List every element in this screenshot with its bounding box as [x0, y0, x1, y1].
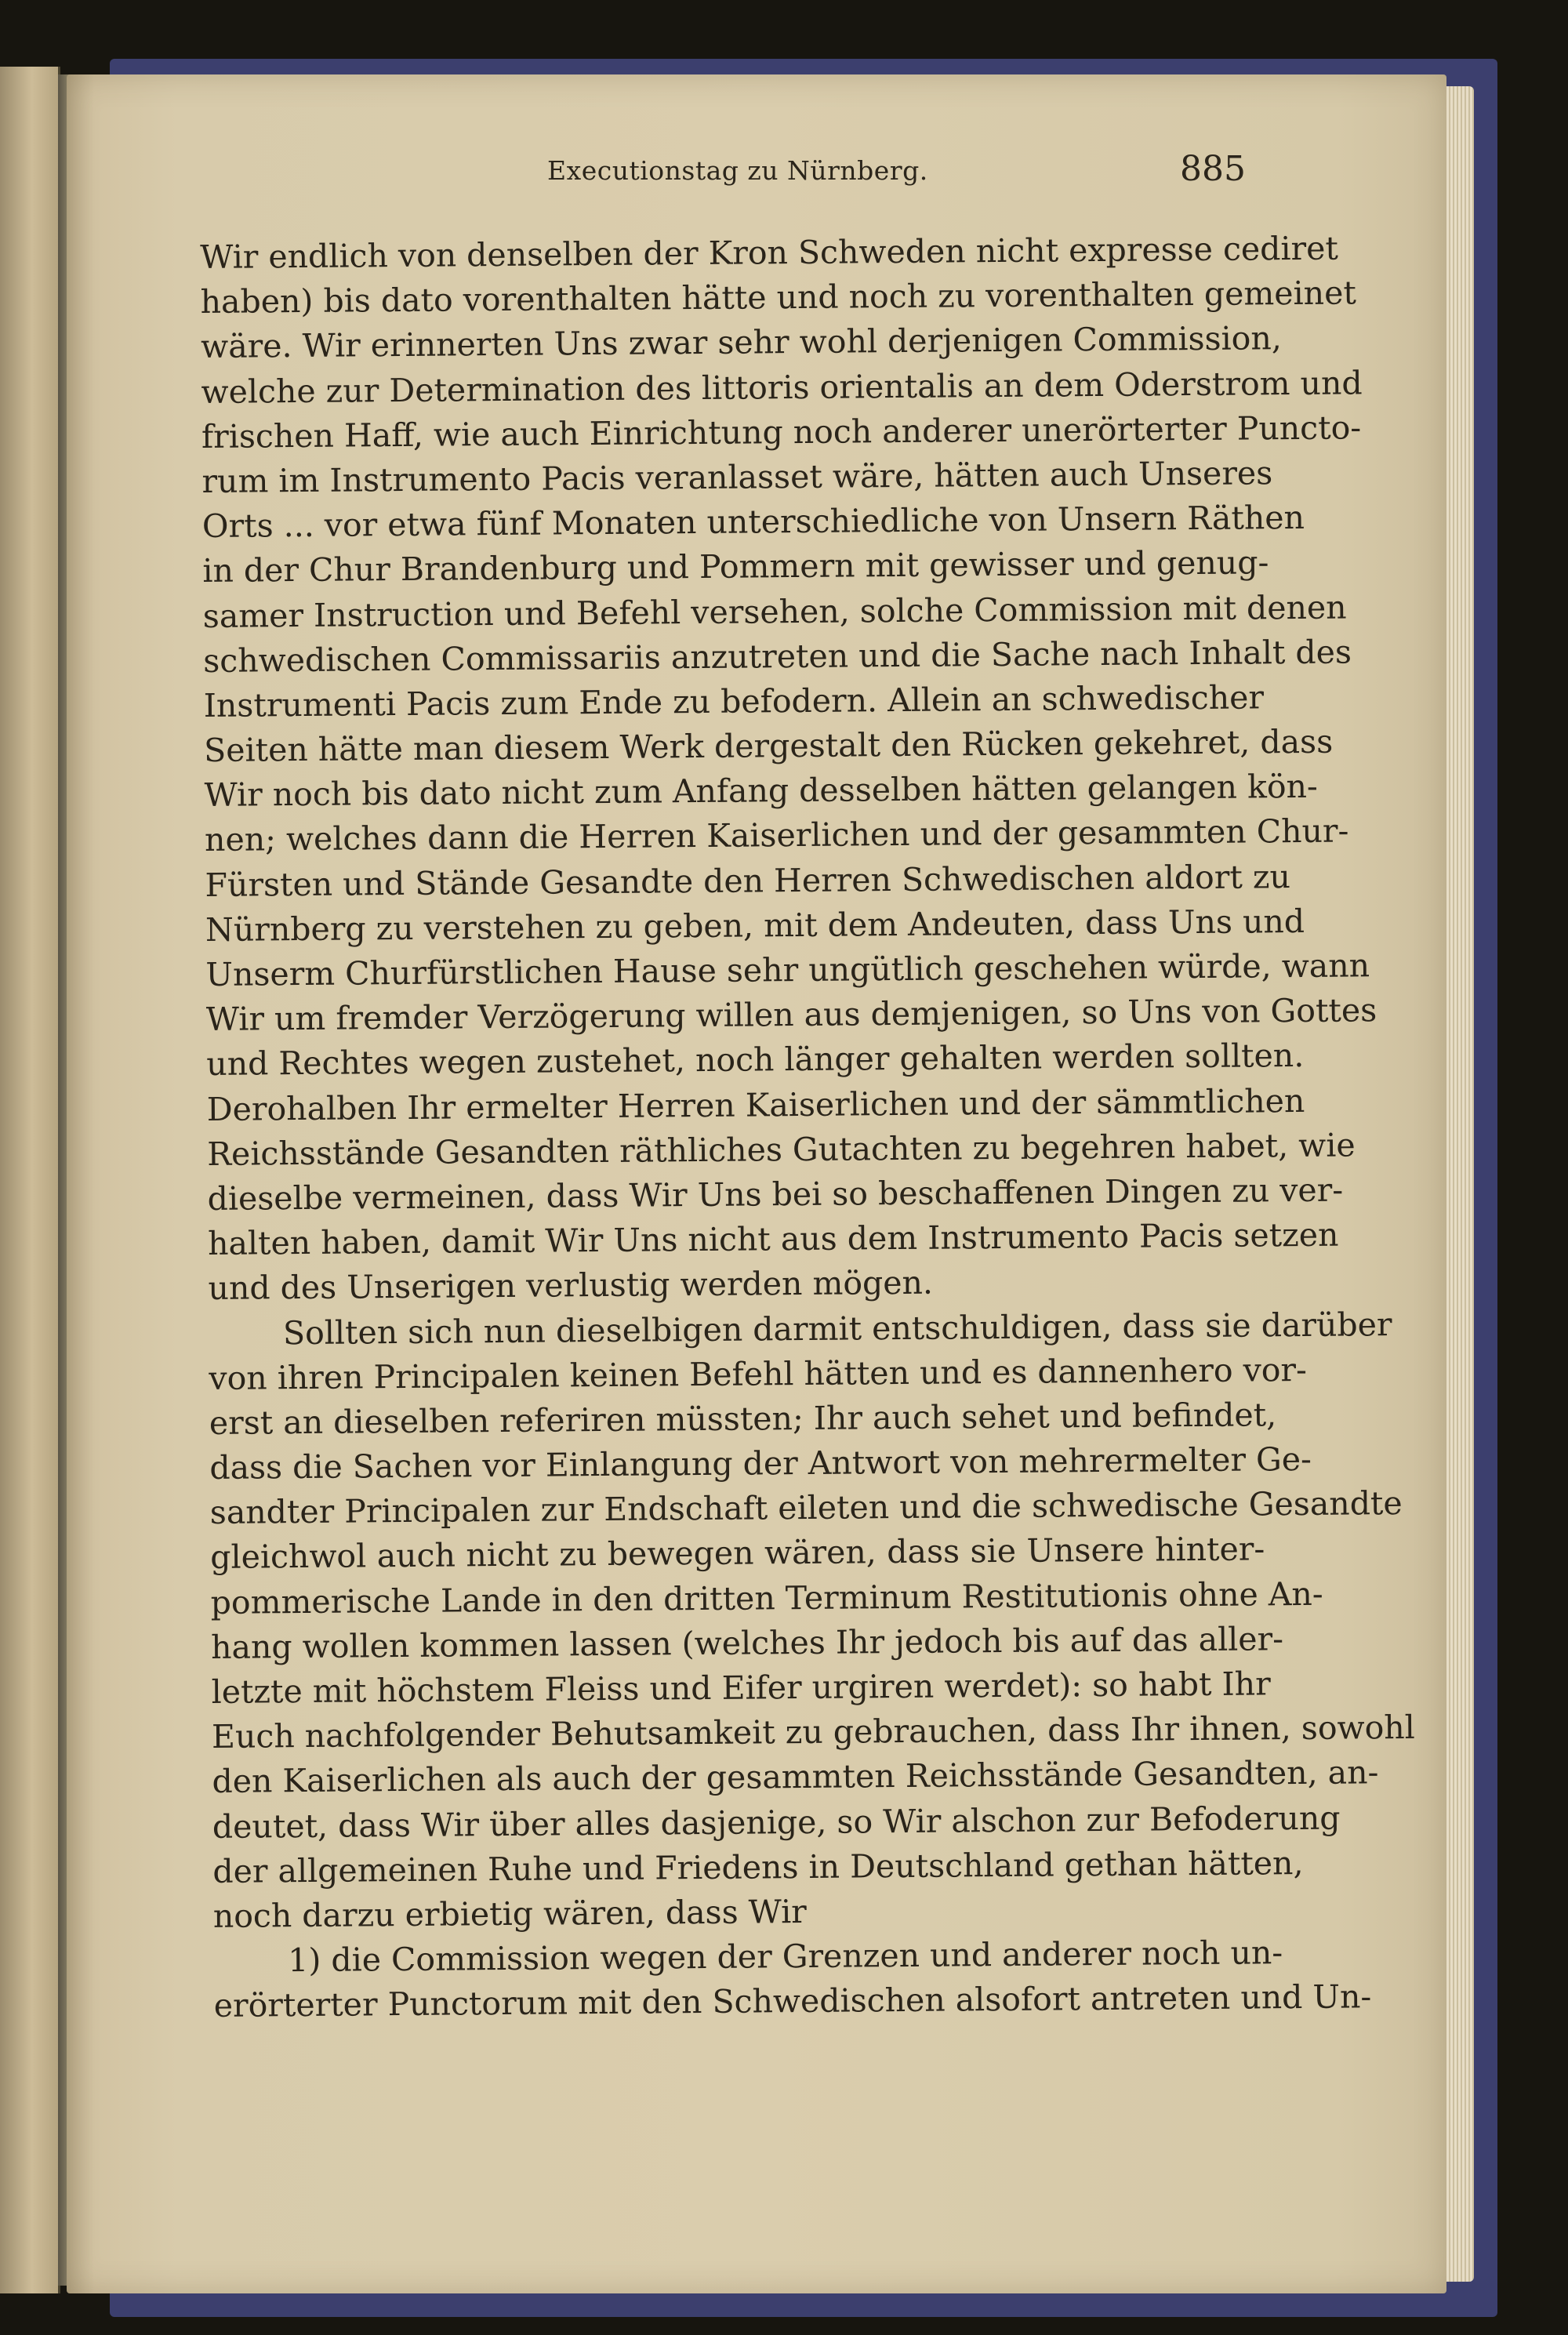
- text-line: rum im Instrumento Pacis veranlasset wäre, hätten auch Unseres: [201, 454, 1273, 500]
- text-line: haben) bis dato vorenthalten hätte und noch zu vorenthalten gemeinet: [200, 274, 1357, 321]
- text-line: halten haben, damit Wir Uns nicht aus dem Instrumento Pacis setzen: [207, 1215, 1339, 1263]
- text-line: deutet, dass Wir über alles dasjenige, so Wir alschon zur Befoderung: [212, 1799, 1341, 1846]
- text-line: und Rechtes wegen zustehet, noch länger gehalten werden sollten.: [206, 1037, 1305, 1084]
- text-line: Fürsten und Stände Gesandte den Herren Schwedischen aldort zu: [205, 857, 1291, 904]
- text-line: Nürnberg zu verstehen zu geben, mit dem Andeuten, dass Uns und: [205, 902, 1305, 949]
- running-head: Executionstag zu Nürnberg.: [547, 155, 928, 186]
- text-line: Sollten sich nun dieselbigen darmit entschuldigen, dass sie darüber: [282, 1305, 1392, 1352]
- text-line: Seiten hätte man diesem Werk dergestalt den Rücken gekehret, dass: [203, 722, 1334, 770]
- text-line: Derohalben Ihr ermelter Herren Kaiserlichen und der sämmtlichen: [206, 1081, 1305, 1128]
- text-line: Orts ... vor etwa fünf Monaten unterschiedliche von Unsern Räthen: [201, 499, 1305, 546]
- text-line: Unserm Churfürstlichen Hause sehr ungütlich geschehen würde, wann: [205, 946, 1370, 993]
- text-line: dieselbe vermeinen, dass Wir Uns bei so beschaffenen Dingen zu ver-: [207, 1171, 1344, 1218]
- text-line: letzte mit höchstem Fleiss und Eifer urgiren werdet): so habt Ihr: [211, 1665, 1271, 1711]
- text-line: noch darzu erbietig wären, dass Wir: [212, 1892, 807, 1935]
- text-line: pommerische Lande in den dritten Terminum Restitutionis ohne An-: [210, 1574, 1323, 1621]
- text-line: hang wollen kommen lassen (welches Ihr jedoch bis auf das aller-: [210, 1620, 1284, 1666]
- text-line: samer Instruction und Befehl versehen, solche Commission mit denen: [202, 588, 1347, 635]
- body-text: [200, 227, 1416, 2028]
- text-line: in der Chur Brandenburg und Pommern mit gewisser und genug-: [202, 543, 1269, 590]
- text-line: Wir endlich von denselben der Kron Schweden nicht expresse cediret: [200, 229, 1339, 276]
- text-line: Wir um fremder Verzögerung willen aus demjenigen, so Uns von Gottes: [205, 991, 1377, 1039]
- text-line: der allgemeinen Ruhe und Friedens in Deutschland gethan hätten,: [212, 1843, 1304, 1890]
- text-line: Wir noch bis dato nicht zum Anfang desselben hätten gelangen kön-: [204, 768, 1318, 815]
- text-line: gleichwol auch nicht zu bewegen wären, dass sie Unsere hinter-: [210, 1530, 1265, 1577]
- page-header: [0, 149, 1568, 204]
- text-line: dass die Sachen vor Einlangung der Antwort von mehrermelter Ge-: [209, 1440, 1312, 1487]
- page-number: 885: [1180, 149, 1246, 189]
- text-line: von ihren Principalen keinen Befehl hätten und es dannenhero vor-: [209, 1350, 1308, 1397]
- text-line: frischen Haff, wie auch Einrichtung noch anderer unerörterter Puncto-: [201, 409, 1362, 456]
- text-line: Reichsstände Gesandten räthliches Gutachten zu begehren habet, wie: [207, 1126, 1356, 1173]
- text-line: erst an dieselben referiren müssten; Ihr auch sehet und befindet,: [209, 1396, 1277, 1442]
- text-line: 1) die Commission wegen der Grenzen und anderer noch un-: [288, 1934, 1283, 1980]
- text-line: wäre. Wir erinnerten Uns zwar sehr wohl derjenigen Commission,: [200, 319, 1282, 366]
- text-line: welche zur Determination des littoris orientalis an dem Oderstrom und: [201, 363, 1363, 411]
- text-line: Instrumenti Pacis zum Ende zu befodern. Allein an schwedischer: [203, 678, 1265, 724]
- text-line: und des Unserigen verlustig werden mögen.: [208, 1264, 934, 1308]
- text-line: Euch nachfolgender Behutsamkeit zu gebrauchen, dass Ihr ihnen, sowohl: [211, 1709, 1416, 1756]
- text-line: nen; welches dann die Herren Kaiserlichen und der gesammten Chur-: [204, 812, 1349, 859]
- text-line: den Kaiserlichen als auch der gesammten Reichsstände Gesandten, an-: [212, 1753, 1379, 1801]
- facing-page-edge: [0, 67, 60, 2293]
- text-line: erörterter Punctorum mit den Schwedischen alsofort antreten und Un-: [213, 1977, 1372, 2025]
- text-line: schwedischen Commissariis anzutreten und die Sache nach Inhalt des: [203, 633, 1352, 680]
- text-line: sandter Principalen zur Endschaft eileten und die schwedische Gesandte: [209, 1484, 1403, 1532]
